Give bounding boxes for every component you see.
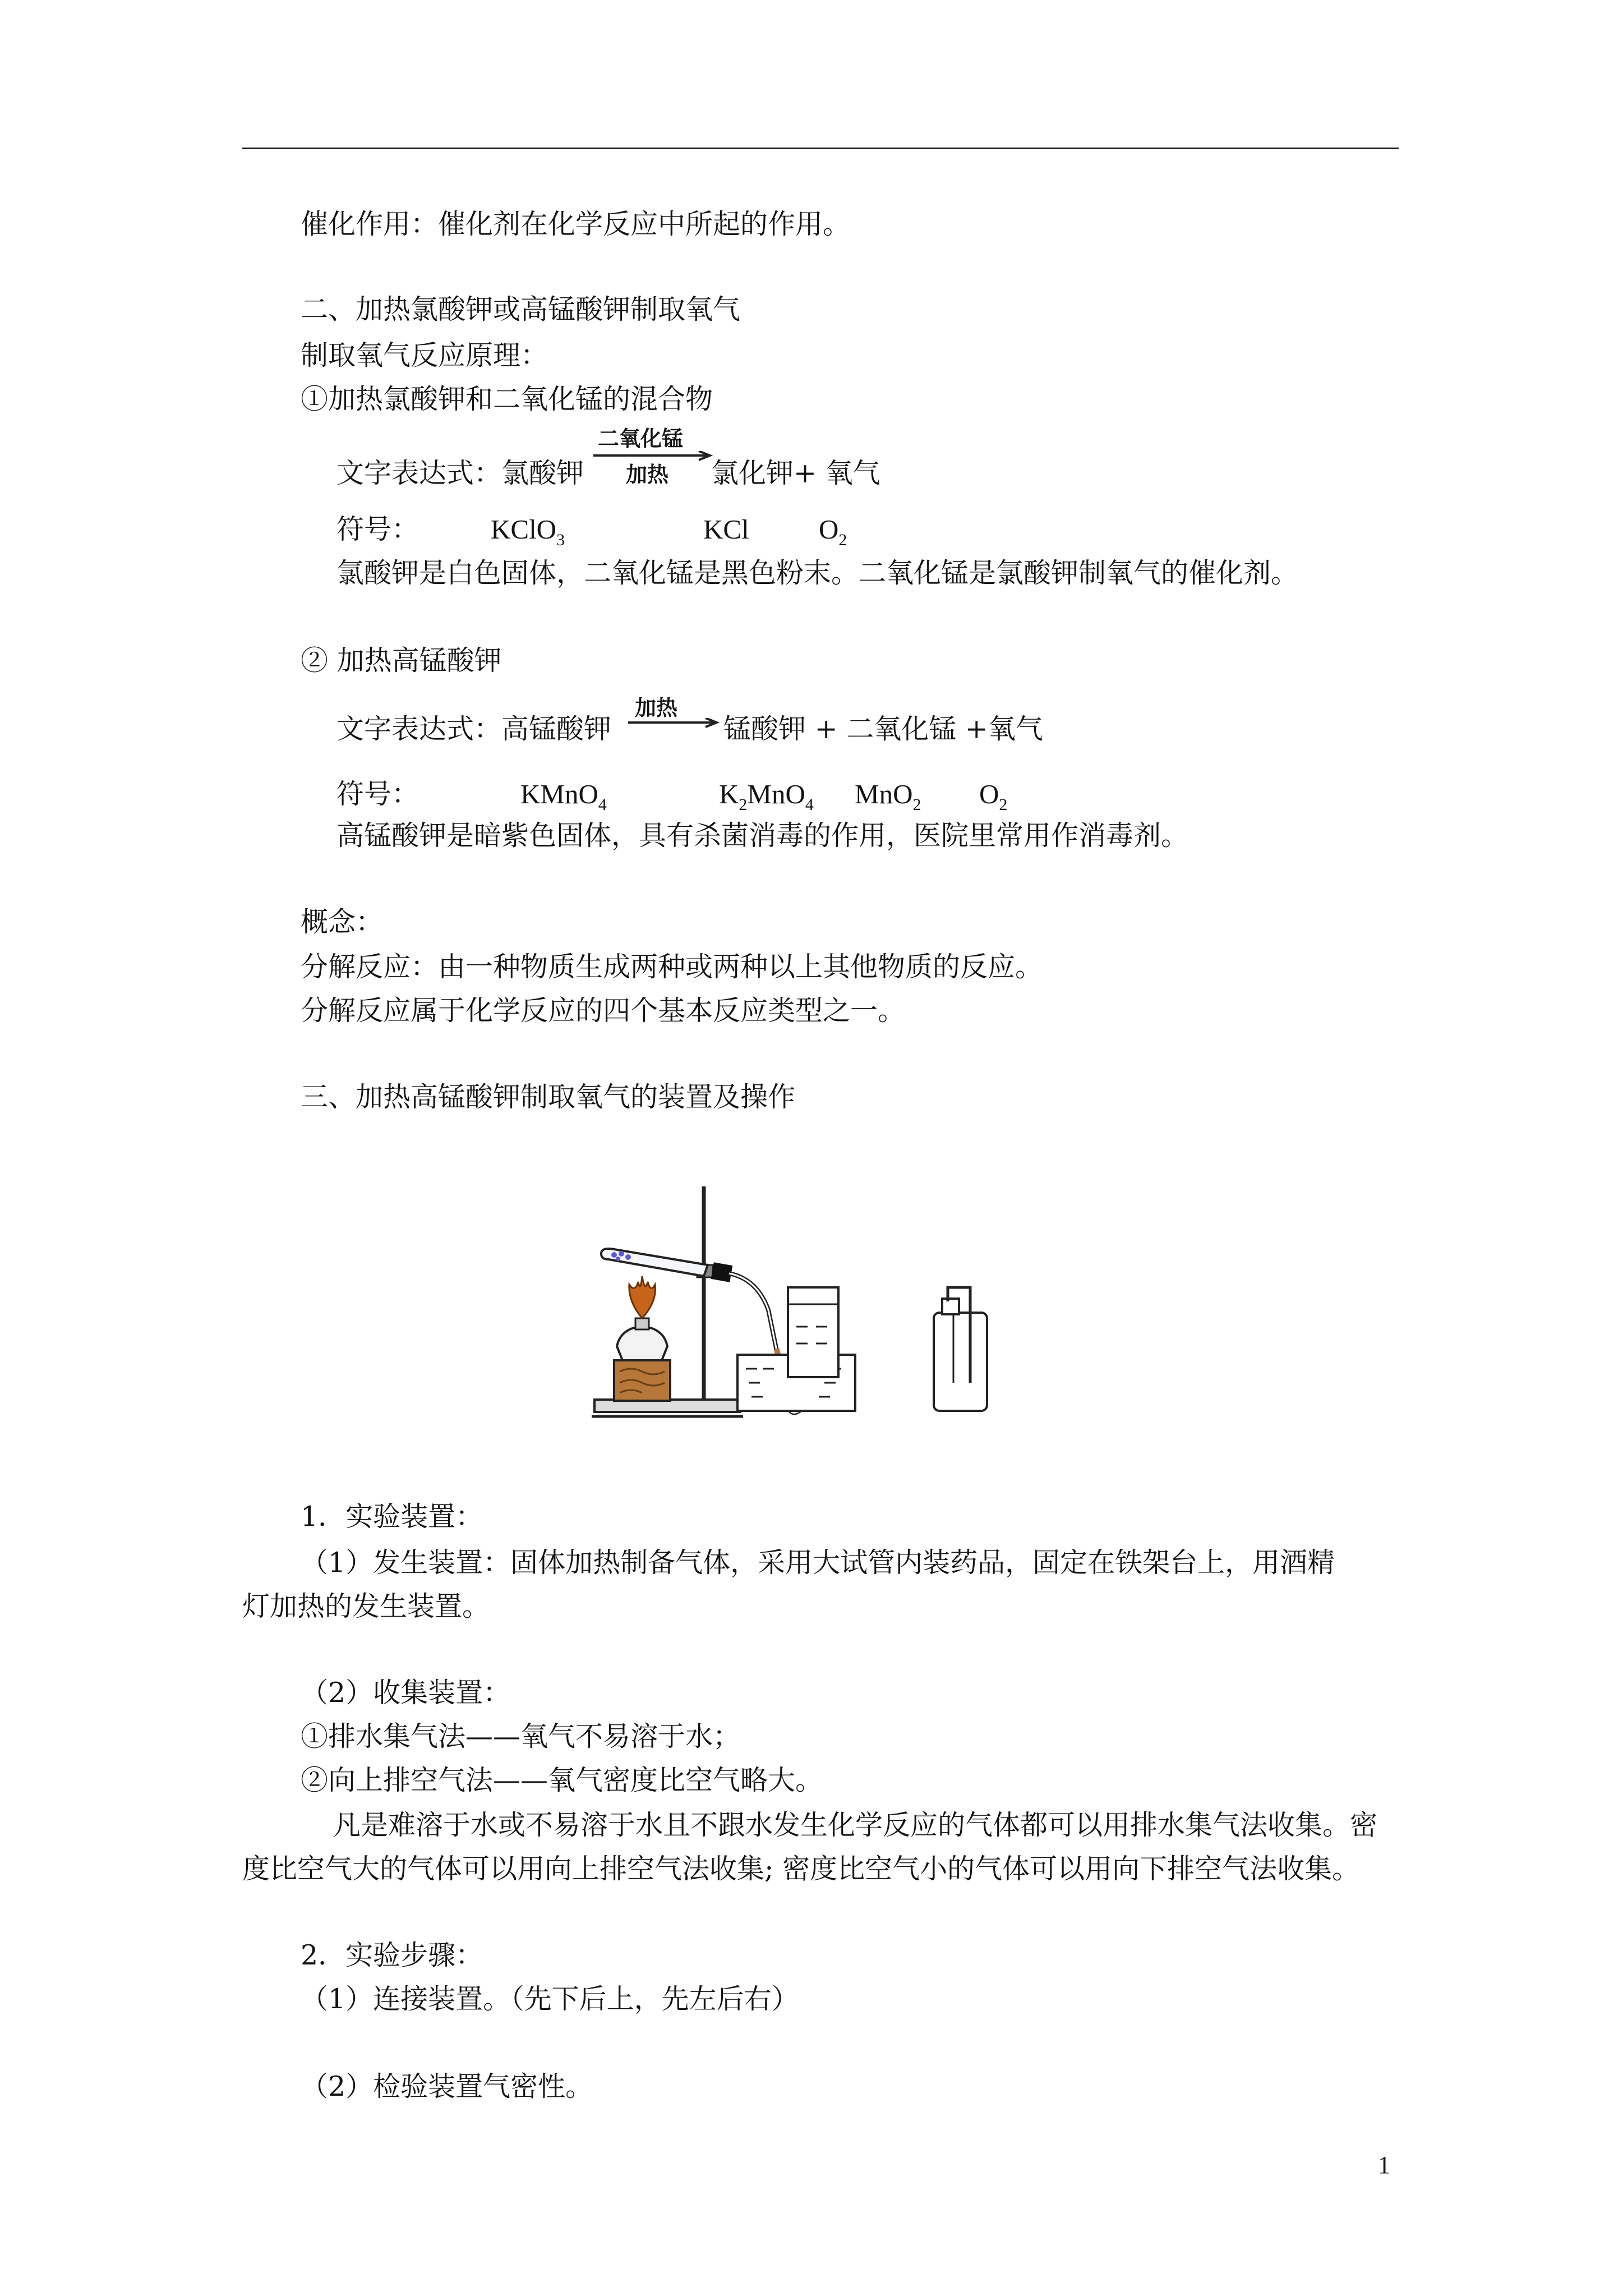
upward-air-displacement: ②向上排空气法——氧气密度比空气略大。	[301, 1764, 823, 1796]
catalysis-definition: 催化作用：催化剂在化学反应中所起的作用。	[301, 208, 851, 240]
alcohol-lamp	[617, 1328, 667, 1360]
symbol-label-1: 符号：	[336, 513, 419, 545]
formula-o2: $O_2$	[979, 779, 1008, 814]
test-tube	[601, 1249, 708, 1276]
equation-2-reactants: 文字表达式：高锰酸钾	[336, 713, 612, 745]
formula-o2: $O_2$	[819, 514, 847, 549]
arrow-icon	[627, 718, 722, 735]
page-number: 1	[1378, 2151, 1390, 2179]
concept-heading: 概念：	[301, 906, 384, 938]
heat-arrow-2	[627, 696, 722, 735]
step-2-heading: 2．实验步骤：	[301, 1939, 483, 1971]
formula-k2mno4: $K_2MnO_4$	[719, 779, 814, 814]
equation-1-products: 氯化钾+ 氧气	[711, 457, 880, 489]
step-connect: （1）连接装置。（先下后上，先左后右）	[301, 1983, 799, 2015]
section-2-title: 二、加热氯酸钾或高锰酸钾制取氧气	[301, 293, 741, 325]
generator-description: （1）发生装置：固体加热制备气体，采用大试管内装药品，固定在铁架台上，用酒精	[301, 1547, 1335, 1579]
step-1-heading: 1．实验装置：	[301, 1501, 483, 1533]
decomposition-type: 分解反应属于化学反应的四个基本反应类型之一。	[301, 995, 906, 1027]
header-rule	[242, 148, 1399, 149]
note-potassium-permanganate: 高锰酸钾是暗紫色固体，具有杀菌消毒的作用，医院里常用作消毒剂。	[336, 820, 1189, 852]
collector-heading: （2）收集装置：	[301, 1677, 511, 1709]
heat-label: 加热	[635, 696, 678, 720]
catalyst-arrow-1	[592, 426, 716, 494]
flame	[629, 1276, 656, 1318]
section-3-title: 三、加热高锰酸钾制取氧气的装置及操作	[301, 1081, 796, 1113]
symbol-label-2: 符号：	[336, 778, 419, 810]
heat-label: 加热	[626, 462, 669, 487]
spare-bottle	[934, 1313, 987, 1411]
collection-rule-cont: 度比空气大的气体可以用向上排空气法收集; 密度比空气小的气体可以用向下排空气法收集。	[242, 1853, 1360, 1885]
decomposition-definition: 分解反应：由一种物质生成两种或两种以上其他物质的反应。	[301, 951, 1043, 983]
wooden-block	[614, 1360, 670, 1401]
formula-kclo3: KClO$_3$	[491, 514, 565, 549]
step-airtight-check: （2）检验装置气密性。	[301, 2070, 593, 2102]
principle-heading: 制取氧气反应原理：	[301, 339, 548, 371]
equation-1-reactants: 文字表达式：氯酸钾	[336, 457, 584, 489]
formula-mno2: MnO$_2$	[855, 779, 921, 814]
generator-description-cont: 灯加热的发生装置。	[242, 1590, 490, 1622]
catalyst-label: 二氧化锰	[598, 426, 684, 451]
formula-kcl: KCl	[703, 514, 749, 545]
oxygen-apparatus-diagram	[589, 1181, 1054, 1439]
equation-2-products: 锰酸钾 + 二氧化锰 +氧气	[723, 713, 1043, 745]
formula-kmno4: KMnO$_4$	[520, 779, 607, 814]
collecting-bottle	[788, 1287, 838, 1377]
note-potassium-chlorate: 氯酸钾是白色固体，二氧化锰是黑色粉末。二氧化锰是氯酸钾制氧气的催化剂。	[336, 557, 1299, 589]
method-2-heading: ② 加热高锰酸钾	[301, 645, 502, 677]
method-1-heading: ①加热氯酸钾和二氧化锰的混合物	[301, 383, 713, 415]
water-displacement: ①排水集气法——氧气不易溶于水；	[301, 1720, 741, 1752]
collection-rule: 凡是难溶于水或不易溶于水且不跟水发生化学反应的气体都可以用排水集气法收集。密	[333, 1809, 1378, 1841]
